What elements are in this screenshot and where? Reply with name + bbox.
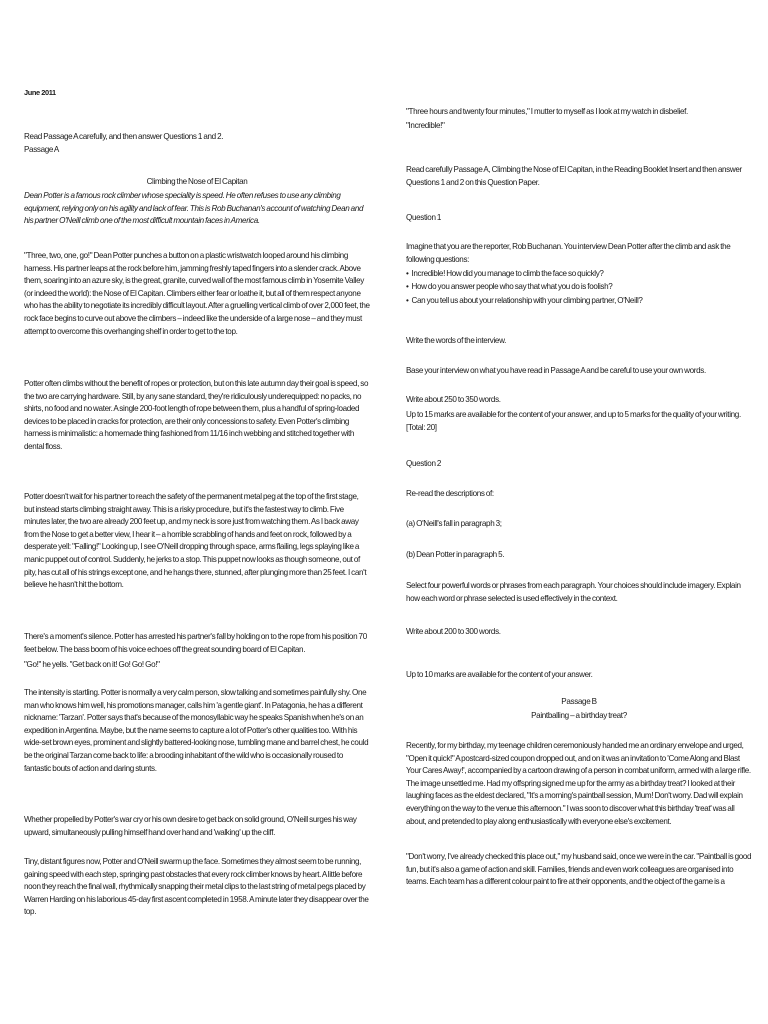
passage-a-title: Climbing the Nose of El Capitan — [146, 177, 248, 186]
passage-b-label: Passage B — [561, 697, 597, 706]
passage-a-ending-2: "Incredible!" — [406, 121, 445, 130]
passage-b-title: Paintballing – a birthday treat? — [531, 711, 627, 720]
question-instruction: Read carefully Passage A, Climbing the Nose of El Capitan, in the Reading Booklet Insert and then answer Questions 1 and 2 on this Question Paper. — [406, 165, 742, 187]
passage-b-paragraph-1: Recently, for my birthday, my teenage children ceremoniously handed me an ordinary envelope and urged, "Open it quick!" A postcard-sized coupon dropped out, and on it was an invitation to 'Come Along and Blast Your Cares Away!', accompanied by a cartoon drawing of a person in combat uniform, armed with a large rifle. The image unsettled me. Had my offspring signed me up for the army as a birthday treat? I looked at their laughing faces as the eldest declared, "It's a morning's paintball session, Mum! Don't worry. Dad will explain everything on the way to the venue this afternoon." I was soon to discover what this birthday 'treat' was all about, and pretended to play along enthusiastically with everyone else's excitement. — [406, 741, 751, 826]
paragraph-4-quote: "Go!" he yells. "Get back on it! Go! Go! Go!" — [24, 660, 160, 669]
word-count-2: Write about 200 to 300 words. — [406, 627, 501, 636]
question-1-item-2: • How do you answer people who say that what you do is foolish? — [406, 281, 752, 294]
write-words-instruction: Write the words of the interview. — [406, 336, 507, 345]
paragraph-7: Tiny, distant figures now, Potter and O'Neill swarm up the face. Sometimes they almost seem to be running, gaining speed with each step, springing past obstacles that every rock climber knows by heart. A little before noon they reach the final wall, rhythmically snapping their metal clips to the last string of metal pegs placed by Warren Harding on his laborious 45-day first ascent completed in 1958. A minute later they disappear over the top. — [24, 857, 369, 917]
marks-1: Up to 15 marks are available for the content of your answer, and up to 5 marks for the quality of your writing. [Total: 20] — [406, 410, 741, 432]
paragraph-3: Potter doesn't wait for his partner to reach the safety of the permanent metal peg at the top of the first stage, but instead starts climbing straight away. This is a risky procedure, but it's the fastest way to climb. Five minutes later, the two are already 200 feet up, and my neck is sore just from watching them. As I back away from the Nose to get a better view, I hear it – a horrible scrabbling of hands and feet on rock, followed by a desperate yell: "Falling!" Looking up, I see O'Neill dropping through space, arms flailing, legs splaying like a manic puppet out of control. Suddenly, he jerks to a stop. This puppet now looks as though someone, out of pity, has cut all of his strings except one, and he hangs there, stunned, after plunging more than 25 feet. I can't believe he hasn't hit the bottom. — [24, 492, 367, 590]
question-1-text: Imagine that you are the reporter, Rob Buchanan. You interview Dean Potter after the climb and ask the following questions: — [406, 242, 731, 264]
word-count-1: Write about 250 to 350 words. — [406, 395, 501, 404]
passage-a-intro: Dean Potter is a famous rock climber whose speciality is speed. He often refuses to use any climbing equipment, relying only on his agility and lack of fear. This is Rob Buchanan's account of watching Dean and his partner O'Neill climb one of the most difficult mountain faces in America. — [24, 191, 364, 226]
page-date: June 2011 — [24, 88, 56, 97]
question-2b: (b) Dean Potter in paragraph 5. — [406, 550, 505, 559]
paragraph-2: Potter often climbs without the benefit of ropes or protection, but on this late autumn day their goal is speed, so the two are carrying hardware. Still, by any sane standard, they're ridiculously underequipped: no packs, no shirts, no food and no water. A single 200-foot length of rope between them, plus a handful of spring-loaded devices to be placed in cracks for protection, are their only concessions to safety. Even Potter's climbing harness is minimalistic: a homemade thing fashioned from 11/16 inch webbing and stitched together with dental floss. — [24, 379, 369, 451]
instruction-text: Read Passage A carefully, and then answer Questions 1 and 2. — [24, 132, 224, 141]
question-2-label: Question 2 — [406, 459, 442, 468]
question-1-item-3: • Can you tell us about your relationship with your climbing partner, O'Neill? — [406, 295, 752, 308]
question-1-item-1: • Incredible! How did you manage to climb the face so quickly? — [406, 268, 752, 281]
paragraph-4: There's a moment's silence. Potter has arrested his partner's fall by holding on to the rope from his position 70 feet below. The bass boom of his voice echoes off the great sounding board of El Capitan. — [24, 632, 367, 654]
reread-instruction: Re-read the descriptions of: — [406, 489, 494, 498]
passage-a-label: Passage A — [24, 145, 59, 154]
paragraph-1: "Three, two, one, go!" Dean Potter punches a button on a plastic wristwatch looped around his climbing harness. His partner leaps at the rock before him, jamming freshly taped fingers into a slender crack. Above them, soaring into an azure sky, is the great, granite, curved wall of the most famous climb in Yosemite Valley (or indeed the world): the Nose of El Capitan. Climbers either fear or loathe it, but all of them respect anyone who has the ability to negotiate its incredibly difficult layout. After a gruelling vertical climb of over 2,000 feet, the rock face begins to curve out above the climbers – indeed like the underside of a large nose – and they must attempt to overcome this overhanging shelf in order to get to the top. — [24, 251, 370, 336]
question-1-label: Question 1 — [406, 213, 442, 222]
passage-a-ending-1: "Three hours and twenty four minutes," I mutter to myself as I look at my watch in disbelief. — [406, 107, 688, 116]
base-instruction: Base your interview on what you have read in Passage A and be careful to use your own words. — [406, 366, 706, 375]
paragraph-5: The intensity is startling. Potter is normally a very calm person, slow talking and sometimes painfully shy. One man who knows him well, his promotions manager, calls him 'a gentle giant'. In Patagonia, he has a different nickname: 'Tarzan'. Potter says that's because of the monosyllabic way he speaks Spanish when he's on an expedition in Argentina. Maybe, but the name seems to capture a lot of Potter's other qualities too. With his wide-set brown eyes, prominent and slightly battered-looking nose, tumbling mane and barrel chest, he could be the original Tarzan come back to life: a brooding inhabitant of the wild who is occasionally roused to fantastic bouts of action and daring stunts. — [24, 688, 369, 773]
marks-2: Up to 10 marks are available for the content of your answer. — [406, 670, 593, 679]
passage-b-paragraph-2: "Don't worry, I've already checked this place out," my husband said, once we were in the car. "Paintball is good fun, but it's also a game of action and skill. Families, friends and even work colleagues are organised into teams. Each team has a different colour paint to fire at their opponents, and the object of the game is a — [406, 852, 752, 887]
question-2a: (a) O'Neill's fall in paragraph 3; — [406, 519, 502, 528]
paragraph-6: Whether propelled by Potter's war cry or his own desire to get back on solid ground, O'Neill surges his way upward, simultaneously pulling himself hand over hand and 'walking' up the cliff. — [24, 815, 357, 837]
select-instruction: Select four powerful words or phrases from each paragraph. Your choices should include imagery. Explain how each word or phrase selected is used effectively in the context. — [406, 581, 741, 603]
